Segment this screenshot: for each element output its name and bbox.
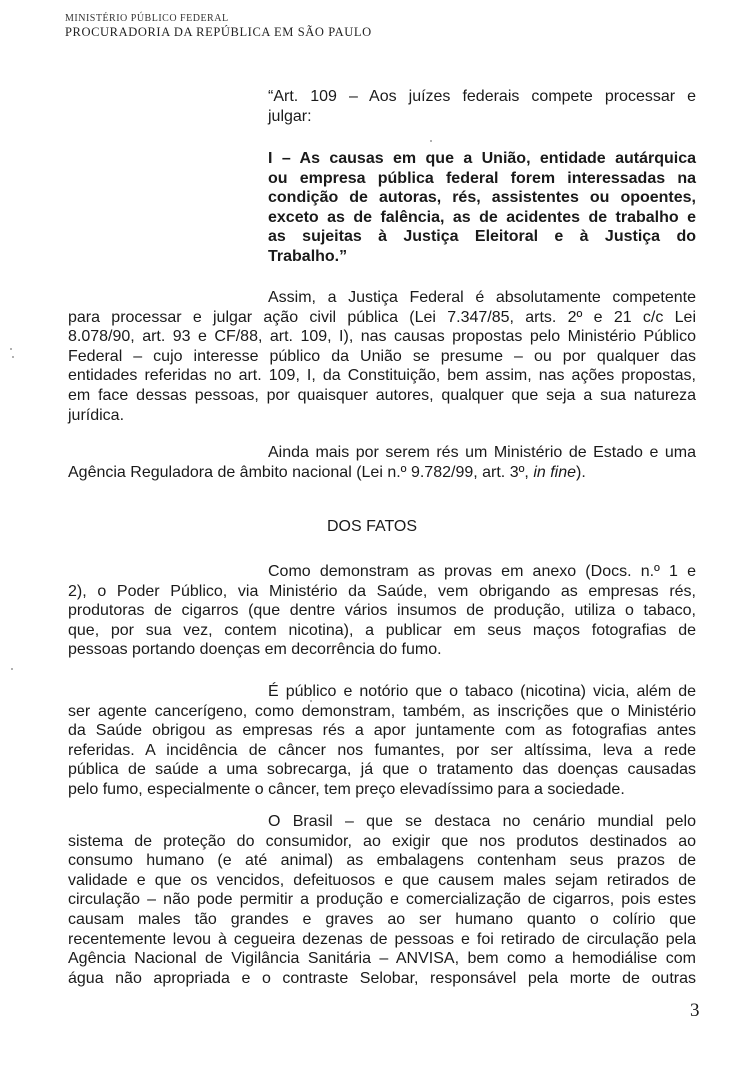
text-line: Assim, a Justiça Federal é absolutamente competente (268, 289, 696, 306)
paragraph-competence (68, 288, 696, 425)
text-line: entidades referidas no art. 109, I, da Constituição, bem assim, nas ações propostas, (68, 367, 696, 385)
scan-speck (430, 140, 432, 142)
paragraph-facts (68, 562, 696, 660)
text-line: Agência Nacional de Vigilância Sanitária – ANVISA, bem como a hemodiálise com (68, 950, 696, 968)
page-number: 3 (690, 1000, 700, 1021)
text-line: água não apropriada e o contraste Selobar, responsável pela morte de outras (68, 969, 696, 987)
text-span: ). (576, 463, 586, 481)
text-line: que, por sua vez, contem nicotina), a publicar em seus maços fotografias de (68, 621, 696, 639)
text-line: validade e que os vencidos, defeituosos e que causem males sejam retirados de (68, 871, 696, 889)
text-line: produtoras de cigarros (que dentre vários insumos de produção, utiliza o tabaco, (68, 602, 696, 620)
scan-speck (11, 668, 13, 670)
text-line: as sujeitas à Justiça Eleitoral e à Justiça do (268, 228, 696, 246)
quote-item (268, 149, 696, 267)
scan-speck (310, 700, 312, 702)
text-line: Trabalho.” (268, 247, 348, 265)
text-line: referidas. A incidência de câncer nos fumantes, por ser altíssima, leva a rede (68, 741, 696, 759)
text-line: sistema de proteção do consumidor, ao exigir que nos produtos destinados ao (68, 832, 696, 850)
paragraph-brazil (68, 812, 696, 988)
text-line: I – As causas em que a União, entidade autárquica (268, 150, 696, 167)
text-line: para processar e julgar ação civil pública (Lei 7.347/85, arts. 2º e 21 c/c Lei (68, 308, 696, 326)
text-line: em face dessas pessoas, por quaisquer autores, qualquer que seja a sua natureza (68, 386, 696, 404)
text-line: É público e notório que o tabaco (nicotina) vicia, além de (268, 683, 696, 700)
scan-speck (10, 348, 12, 350)
text-line: pública de saúde a uma sobrecarga, já que o tratamento das doenças causadas (68, 761, 696, 779)
text-line: da Saúde obrigou as empresas rés a apor juntamente com as fotografias antes (68, 722, 696, 740)
text-line: 8.078/90, art. 93 e CF/88, art. 109, I), nas causas propostas pelo Ministério Público (68, 328, 696, 346)
text-line: exceto as de falência, as de acidentes de trabalho e (268, 208, 696, 226)
text-line: julgar: (268, 107, 312, 125)
paragraph-tobacco (68, 682, 696, 800)
paragraph-defendants (68, 443, 696, 482)
section-title: DOS FATOS (326, 518, 418, 535)
text-line: 2), o Poder Público, via Ministério da Saúde, vem obrigando as empresas rés, (68, 582, 696, 600)
text-line: condição de autoras, rés, assistentes ou opoentes, (268, 189, 696, 207)
text-line: “Art. 109 – Aos juízes federais compete processar e (268, 88, 696, 105)
text-line: Ainda mais por serem rés um Ministério de Estado e uma (268, 444, 696, 461)
text-line: consumo humano (e até animal) as embalagens contenham seus prazos de (68, 852, 696, 870)
text-line: ou empresa pública federal forem interessadas na (268, 169, 696, 187)
italic-span: in fine (533, 463, 577, 481)
text-line: recentemente levou à cegueira dezenas de pessoas e foi retirado de circulação pela (68, 930, 696, 948)
text-line: causam males tão grandes e graves ao ser humano quanto o colírio que (68, 910, 696, 928)
text-line: jurídica. (68, 406, 125, 424)
quote-intro (268, 87, 696, 126)
text-line: Federal – cujo interesse público da União se presume – ou por qualquer das (68, 347, 696, 365)
header-office: PROCURADORIA DA REPÚBLICA EM SÃO PAULO (65, 25, 372, 39)
header-ministry: MINISTÉRIO PÚBLICO FEDERAL (65, 13, 229, 24)
text-line: O Brasil – que se destaca no cenário mundial pelo (268, 813, 696, 830)
text-line: pelo fumo, especialmente o câncer, tem preço elevadíssimo para a sociedade. (68, 780, 625, 798)
text-line: pessoas portando doenças em decorrência do fumo. (68, 641, 442, 659)
text-line: Como demonstram as provas em anexo (Docs. n.º 1 e (268, 563, 696, 580)
scan-speck (12, 356, 14, 358)
text-line: circulação – não pode permitir a produção e comercialização de cigarros, pois estes (68, 891, 696, 909)
text-span: Agência Reguladora de âmbito nacional (Lei n.º 9.782/99, art. 3º, (68, 463, 534, 481)
text-line: ser agente cancerígeno, como demonstram, também, as inscrições que o Ministério (68, 702, 696, 720)
text-line (68, 463, 696, 483)
